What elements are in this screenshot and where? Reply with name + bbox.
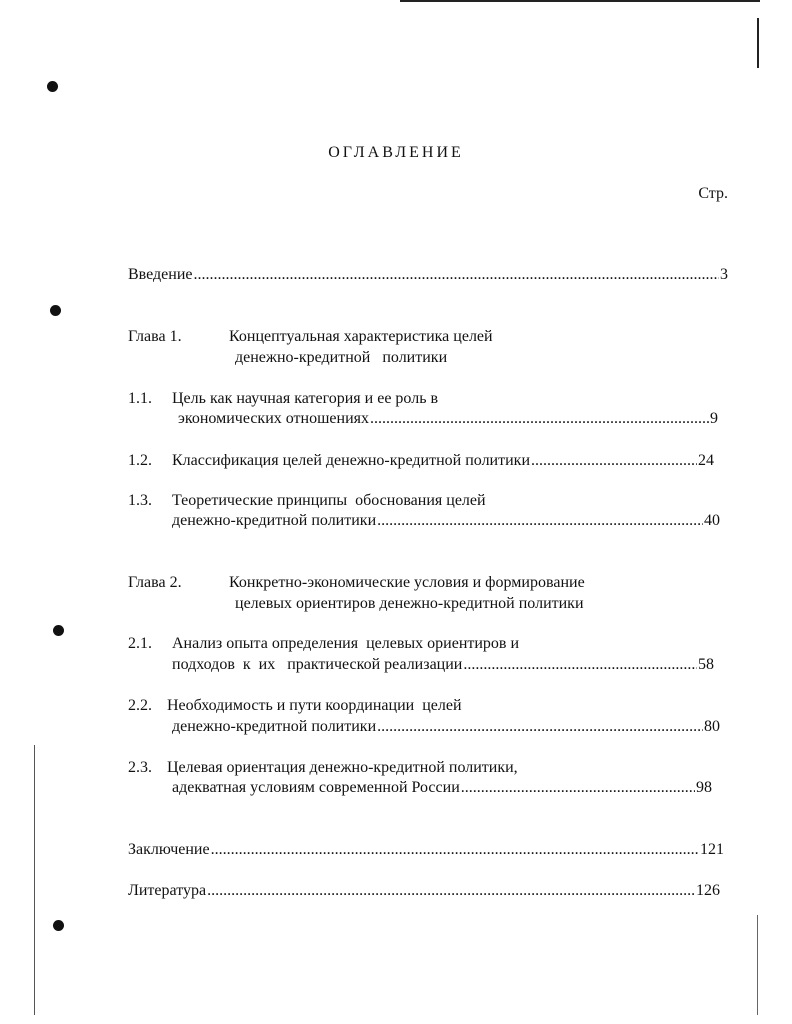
section-1-1-number: 1.1. — [128, 390, 152, 407]
toc-entry-page: 98 — [696, 779, 712, 796]
toc-entry-page: 126 — [696, 882, 720, 899]
toc-entry-label: Классификация целей денежно-кредитной политики — [172, 452, 531, 469]
toc-entry-page: 80 — [704, 718, 720, 735]
chapter-1-title-line2: денежно-кредитной политики — [235, 349, 448, 366]
section-1-3-number: 1.3. — [128, 492, 152, 509]
toc-entry-page: 121 — [700, 841, 724, 858]
toc-entry-label: экономических отношениях — [178, 410, 370, 427]
scan-edge-right-lower — [757, 915, 758, 1015]
page-column-label: Стр. — [698, 185, 728, 202]
toc-entry-1-2 — [172, 451, 714, 471]
section-1-2-number: 1.2. — [128, 452, 152, 469]
toc-entry-2-1 — [172, 655, 714, 675]
toc-entry-label: Заключение — [128, 841, 210, 858]
toc-entry-label: денежно-кредитной политики — [172, 718, 377, 735]
section-2-2-number: 2.2. — [128, 697, 152, 714]
toc-entry-2-2 — [172, 717, 720, 737]
toc-entry-label: денежно-кредитной политики — [172, 512, 377, 529]
punch-hole — [53, 625, 64, 636]
chapter-1-label: Глава 1. — [128, 328, 182, 345]
toc-entry-1-3 — [172, 511, 720, 531]
toc-entry-1-1 — [178, 409, 718, 429]
toc-entry-label: Введение — [128, 266, 193, 283]
section-2-1-number: 2.1. — [128, 635, 152, 652]
scan-edge-right — [757, 18, 759, 68]
toc-entry-page: 9 — [710, 410, 718, 427]
toc-entry-page: 58 — [698, 656, 714, 673]
chapter-2-label: Глава 2. — [128, 574, 182, 591]
toc-entry-label: адекватная условиям современной России — [172, 779, 460, 796]
section-1-1-line1: Цель как научная категория и ее роль в — [172, 390, 439, 407]
toc-entry-page: 3 — [720, 266, 728, 283]
chapter-2-title-line2: целевых ориентиров денежно-кредитной политики — [235, 595, 584, 612]
scan-edge-top — [400, 0, 760, 2]
toc-entry-page: 40 — [704, 512, 720, 529]
toc-entry-conclusion — [128, 840, 724, 860]
section-2-3-line1: Целевая ориентация денежно-кредитной политики, — [167, 759, 518, 776]
toc-title: ОГЛАВЛЕНИЕ — [328, 144, 464, 161]
punch-hole — [53, 920, 64, 931]
section-2-3-number: 2.3. — [128, 759, 152, 776]
punch-hole — [47, 81, 58, 92]
toc-entry-2-3 — [172, 778, 712, 798]
punch-hole — [50, 305, 61, 316]
section-1-3-line1: Теоретические принципы обоснования целей — [172, 492, 486, 509]
toc-entry-label: подходов к их практической реализации — [172, 656, 463, 673]
toc-entry-literature — [128, 881, 720, 901]
chapter-2-title-line1: Конкретно-экономические условия и формирование — [229, 574, 585, 591]
scan-edge-left — [34, 745, 35, 1015]
section-2-1-line1: Анализ опыта определения целевых ориентиров и — [172, 635, 520, 652]
section-2-2-line1: Необходимость и пути координации целей — [167, 697, 462, 714]
toc-entry-intro — [128, 265, 728, 285]
toc-entry-page: 24 — [698, 452, 714, 469]
toc-entry-label: Литература — [128, 882, 207, 899]
chapter-1-title-line1: Концептуальная характеристика целей — [229, 328, 493, 345]
